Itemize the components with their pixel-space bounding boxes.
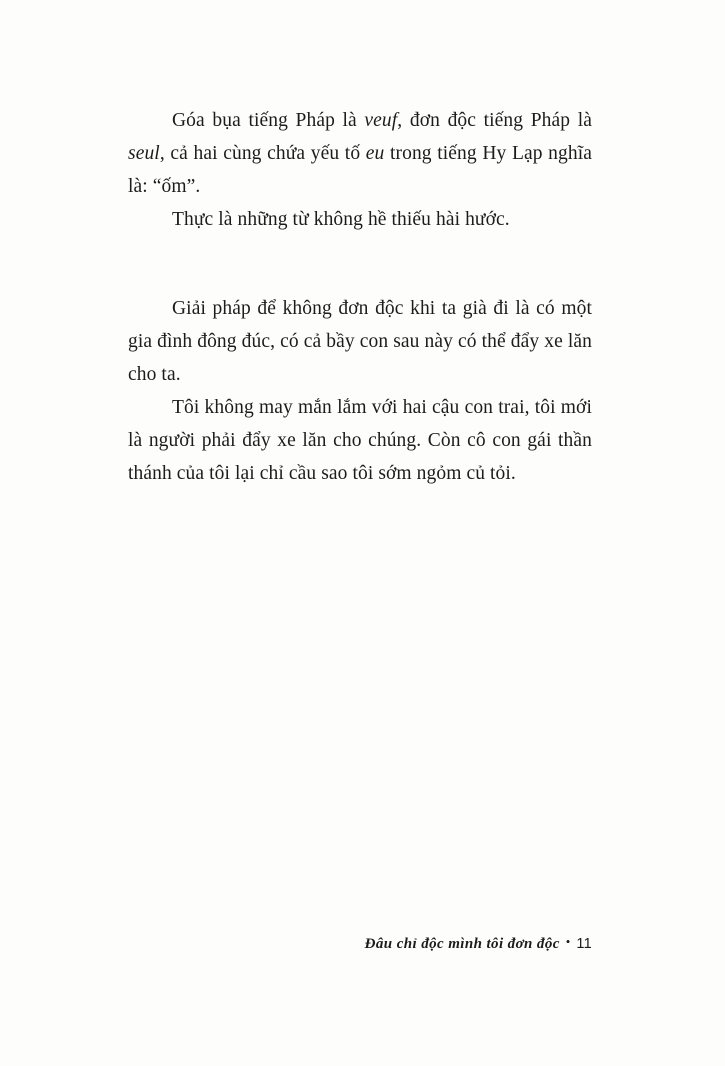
- text-run-italic: eu: [365, 143, 385, 164]
- footer-book-title: Đâu chỉ độc mình tôi đơn độc: [364, 936, 560, 952]
- text-run: , đơn độc tiếng Pháp là: [397, 110, 592, 131]
- paragraph-break: [128, 236, 592, 292]
- paragraph-1: [128, 104, 592, 203]
- paragraph-3: [128, 292, 592, 391]
- text-run: Thực là những từ không hề thiếu hài hước.: [172, 209, 510, 230]
- page-footer: [128, 934, 592, 953]
- paragraph-2: [128, 203, 592, 236]
- text-run: Tôi không may mắn lắm với hai cậu con trai, tôi mới là người phải đẩy xe lăn cho chúng. Còn cô con gái thần thánh của tôi lại chỉ cầu sao tôi sớm ngỏm củ tỏi.: [128, 397, 592, 484]
- text-run: Giải pháp để không đơn độc khi ta già đi là có một gia đình đông đúc, có cả bầy con sau này có thể đẩy xe lăn cho ta.: [128, 298, 592, 385]
- paragraph-4: [128, 391, 592, 490]
- text-run: trong tiếng Hy Lạp nghĩa là: “ốm”.: [128, 143, 593, 197]
- text-run: , cả hai cùng chứa yếu tố: [159, 143, 366, 164]
- text-run-italic: veuf: [364, 110, 398, 131]
- footer-separator: •: [565, 934, 571, 949]
- footer-page-number: 11: [576, 936, 592, 952]
- text-run-italic: seul: [128, 143, 160, 164]
- body-text: [128, 104, 592, 490]
- text-run: Góa bụa tiếng Pháp là: [172, 110, 365, 131]
